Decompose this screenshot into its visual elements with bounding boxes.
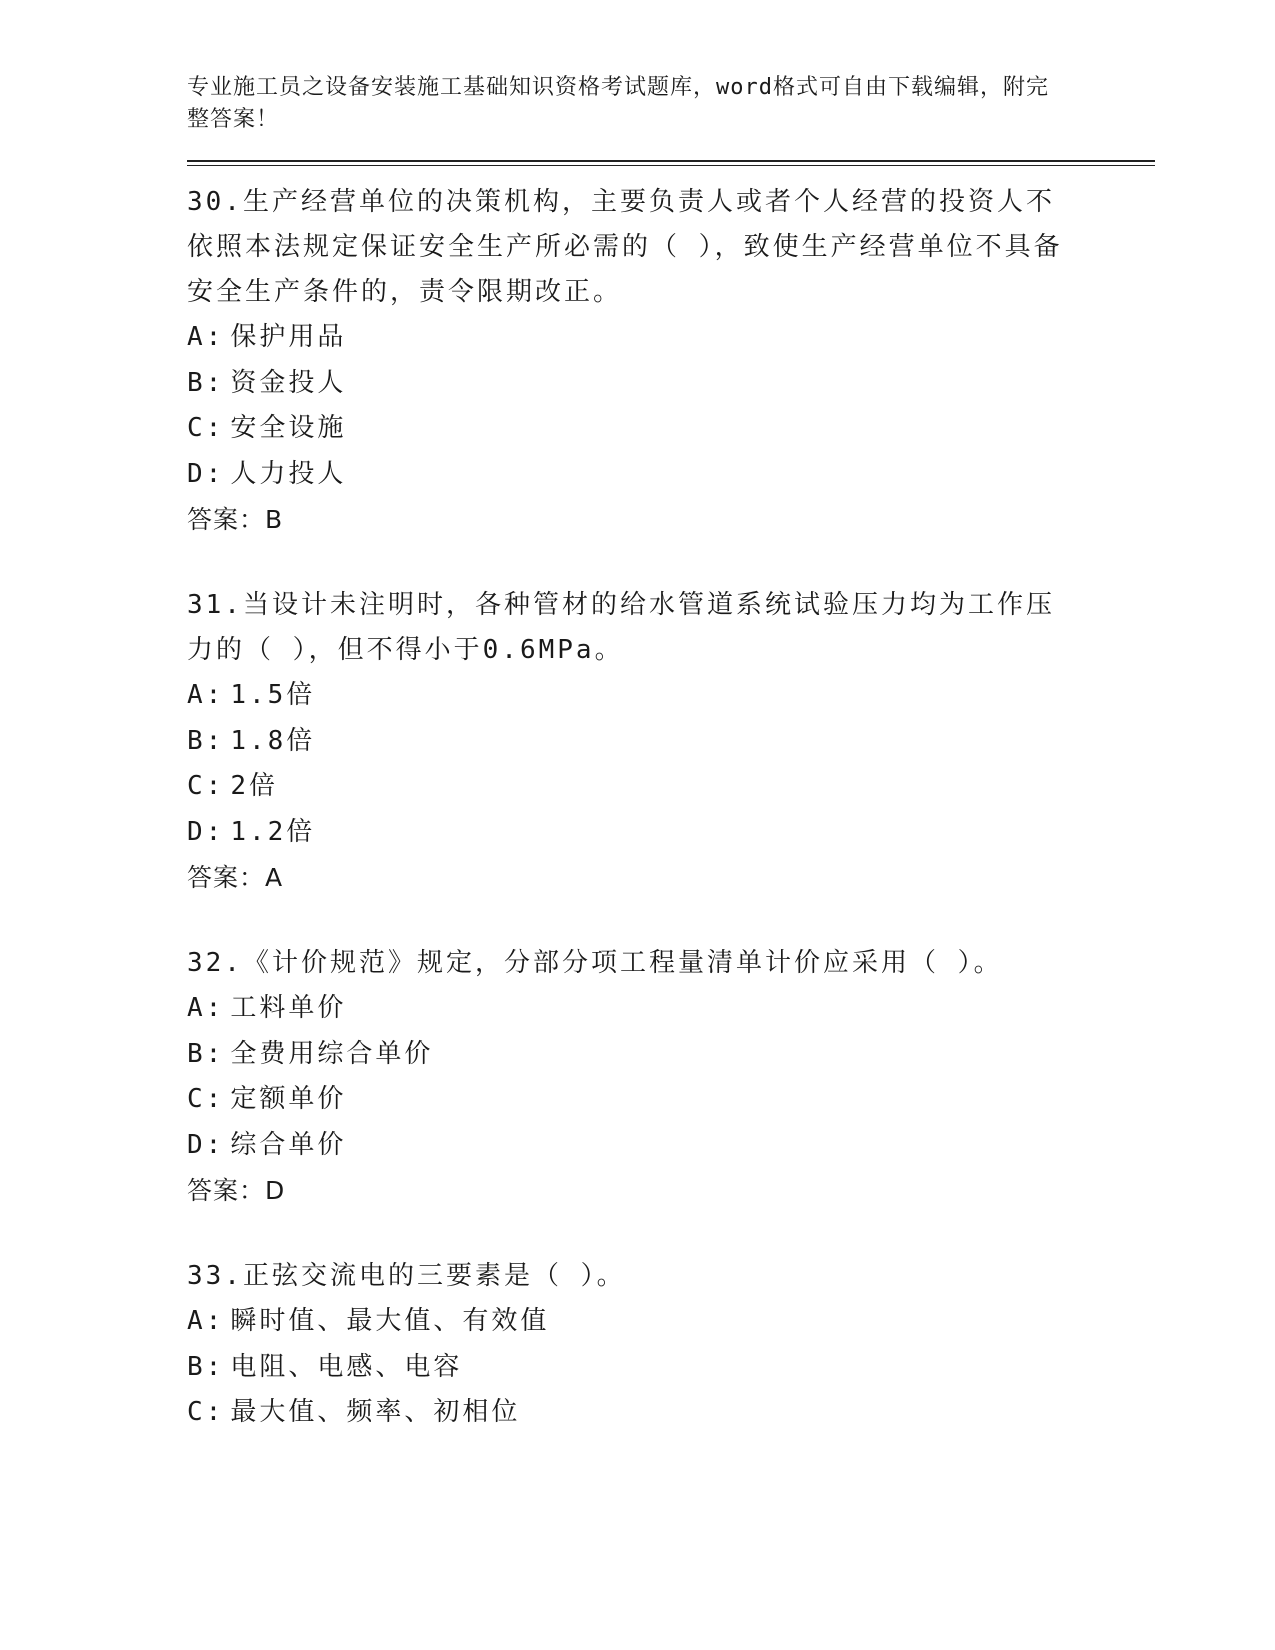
answer-line: 答案：D xyxy=(187,1176,286,1205)
option-a xyxy=(187,1299,1157,1345)
option-d xyxy=(187,452,1157,498)
option-text: 保护用品 xyxy=(230,322,347,352)
option-key: C: xyxy=(187,771,225,801)
option-key: D: xyxy=(187,1129,225,1160)
option-key: A: xyxy=(187,1306,225,1336)
option-a xyxy=(187,673,1157,719)
option-d xyxy=(187,1123,1157,1169)
option-b xyxy=(187,1345,1157,1391)
question-33 xyxy=(187,1254,1157,1436)
option-text: 2倍 xyxy=(230,771,278,801)
option-key: B: xyxy=(187,1351,225,1382)
question-31 xyxy=(187,583,1157,901)
option-text: 工料单价 xyxy=(230,993,347,1023)
answer-line: 答案：A xyxy=(187,863,284,892)
option-key: A: xyxy=(187,993,225,1023)
option-c xyxy=(187,1077,1157,1123)
option-key: B: xyxy=(187,367,225,398)
option-b xyxy=(187,719,1157,765)
option-key: D: xyxy=(187,816,225,847)
question-stem: 33.正弦交流电的三要素是（ ）。 xyxy=(187,1261,626,1291)
option-text: 定额单价 xyxy=(230,1084,347,1114)
option-text: 最大值、频率、初相位 xyxy=(230,1397,521,1427)
option-text: 安全设施 xyxy=(230,413,347,443)
option-key: A: xyxy=(187,322,225,352)
option-text: 全费用综合单价 xyxy=(230,1038,434,1069)
option-d xyxy=(187,810,1157,856)
option-key: B: xyxy=(187,725,225,756)
option-key: C: xyxy=(187,1397,225,1427)
option-key: B: xyxy=(187,1038,225,1069)
option-text: 1.5倍 xyxy=(230,680,316,710)
option-c xyxy=(187,406,1157,452)
document-header: 专业施工员之设备安装施工基础知识资格考试题库，word格式可自由下载编辑，附完整答案！ xyxy=(187,75,1049,132)
option-key: D: xyxy=(187,458,225,489)
option-text: 1.2倍 xyxy=(230,816,316,847)
option-key: C: xyxy=(187,413,225,443)
option-text: 瞬时值、最大值、有效值 xyxy=(230,1306,550,1336)
option-text: 资金投人 xyxy=(230,367,347,398)
option-text: 电阻、电感、电容 xyxy=(230,1351,463,1382)
option-b xyxy=(187,361,1157,407)
option-c xyxy=(187,764,1157,810)
header-divider xyxy=(187,160,1155,166)
question-stem: 32.《计价规范》规定，分部分项工程量清单计价应采用（ ）。 xyxy=(187,948,1003,978)
option-b xyxy=(187,1032,1157,1078)
option-text: 综合单价 xyxy=(230,1129,347,1160)
question-32 xyxy=(187,941,1157,1214)
question-stem: 31.当设计未注明时，各种管材的给水管道系统试验压力均为工作压力的（ ），但不得小于0.6MPa。 xyxy=(187,590,1055,665)
option-text: 人力投人 xyxy=(230,458,347,489)
question-30 xyxy=(187,180,1157,543)
answer-line: 答案：B xyxy=(187,505,284,534)
option-key: A: xyxy=(187,680,225,710)
question-list xyxy=(187,180,1157,1436)
option-a xyxy=(187,986,1157,1032)
document-page xyxy=(187,72,1157,1476)
option-key: C: xyxy=(187,1084,225,1114)
option-text: 1.8倍 xyxy=(230,725,316,756)
question-stem: 30.生产经营单位的决策机构，主要负责人或者个人经营的投资人不依照本法规定保证安全生产所必需的（ ），致使生产经营单位不具备安全生产条件的，责令限期改正。 xyxy=(187,187,1063,307)
option-c xyxy=(187,1390,1157,1436)
option-a xyxy=(187,315,1157,361)
